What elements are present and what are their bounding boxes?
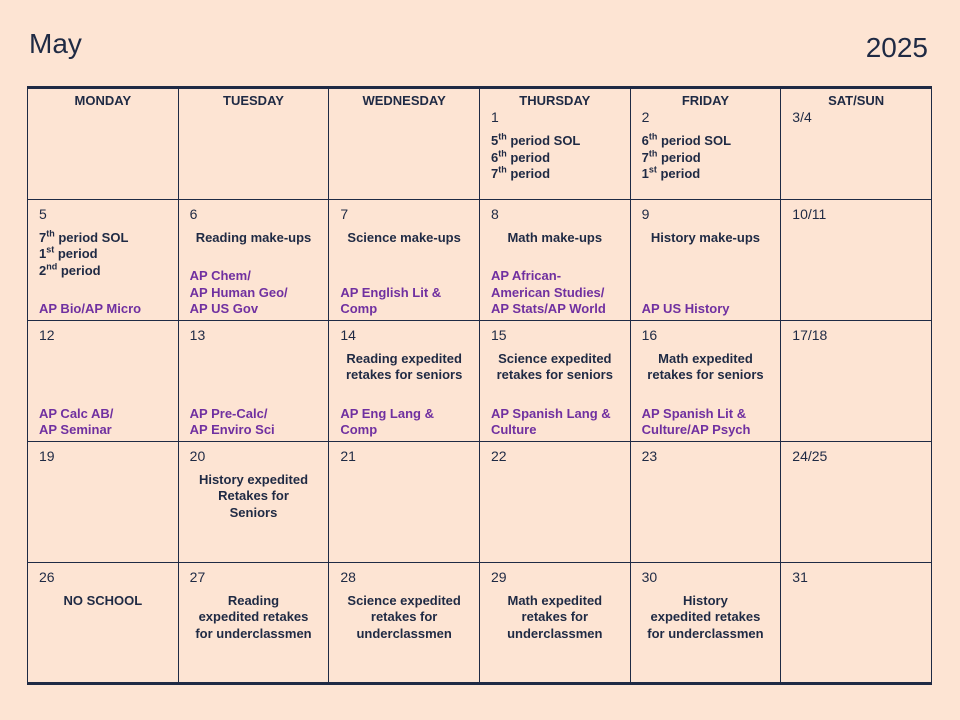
event-notes	[333, 351, 475, 384]
day-cell	[479, 199, 630, 320]
event-notes	[635, 351, 777, 384]
day-cell	[178, 562, 329, 683]
day-cell	[781, 320, 932, 441]
event-line: retakes for seniors	[647, 367, 764, 383]
day-cell	[178, 88, 329, 200]
day-header: THURSDAY	[519, 93, 591, 108]
event-notes	[491, 133, 624, 183]
ap-exams	[39, 406, 174, 439]
ap-exam-line: AP US History	[641, 301, 730, 317]
date-number: 15	[490, 326, 507, 343]
date-number: 1	[490, 109, 499, 125]
date-number: 10/11	[792, 205, 827, 222]
ap-exam-line: Culture	[490, 422, 537, 438]
day-cell	[329, 562, 480, 683]
event-line: retakes for	[370, 609, 438, 625]
ap-exams	[491, 268, 626, 318]
event-line: 6th period SOL	[641, 131, 732, 148]
date-number: 13	[189, 326, 206, 343]
day-cell	[630, 441, 781, 562]
ap-exam-line: AP Bio/AP Micro	[39, 301, 142, 317]
date-number: 6	[189, 205, 198, 222]
week-row	[28, 320, 932, 441]
event-notes	[183, 593, 325, 643]
week-row	[28, 88, 932, 200]
ap-exams	[491, 406, 626, 439]
event-line: Science expedited	[347, 592, 461, 608]
event-line: 7th period	[641, 148, 701, 165]
ap-exam-line: AP African-	[490, 268, 562, 284]
date-number: 31	[792, 568, 808, 585]
event-notes	[183, 472, 325, 522]
day-header: MONDAY	[74, 93, 132, 108]
day-cell	[781, 441, 932, 562]
day-header: SAT/SUN	[828, 93, 885, 108]
day-cell	[479, 320, 630, 441]
event-notes	[635, 593, 777, 643]
event-line: History make-ups	[650, 229, 760, 245]
event-line: 6th period	[490, 148, 551, 165]
ap-exam-line: AP English Lit &	[340, 284, 442, 300]
date-number: 12	[39, 326, 55, 343]
day-cell	[178, 441, 329, 562]
day-cell	[329, 320, 480, 441]
event-line: Reading	[227, 592, 280, 608]
event-line: 5th period SOL	[490, 131, 581, 148]
event-line: 2nd period	[39, 261, 101, 278]
date-number: 28	[340, 568, 356, 585]
event-notes	[39, 230, 172, 280]
ap-exam-line: AP Eng Lang &	[340, 405, 434, 421]
day-cell	[479, 441, 630, 562]
event-notes	[484, 230, 626, 247]
event-notes	[333, 593, 475, 643]
month-title: May	[29, 28, 82, 59]
ap-exam-line: AP Seminar	[39, 422, 112, 438]
ap-exams	[39, 301, 174, 318]
ap-exam-line: American Studies/	[490, 284, 605, 300]
event-notes	[484, 351, 626, 384]
date-number: 2	[641, 109, 650, 125]
event-line: 1st period	[641, 164, 701, 181]
date-number: 29	[490, 568, 507, 585]
date-number: 14	[340, 326, 356, 343]
date-number: 16	[641, 326, 658, 343]
event-line: Science expedited	[498, 350, 612, 366]
event-line: History expedited	[198, 471, 309, 487]
day-cell	[28, 88, 179, 200]
event-line: Science make-ups	[347, 229, 461, 245]
day-cell	[781, 88, 932, 200]
date-number: 27	[189, 568, 206, 585]
event-notes	[333, 230, 475, 247]
week-row	[28, 562, 932, 683]
event-line: expedited retakes	[198, 609, 309, 625]
ap-exam-line: Comp	[340, 422, 378, 438]
date-number: 8	[490, 205, 499, 222]
event-line: Math expedited	[658, 350, 753, 366]
ap-exam-line: AP Spanish Lit &	[641, 405, 747, 421]
date-number: 7	[340, 205, 349, 222]
event-line: underclassmen	[356, 625, 452, 641]
ap-exam-line: AP Human Geo/	[189, 284, 288, 300]
event-line: for underclassmen	[195, 625, 312, 641]
year-title: 2025	[865, 32, 928, 63]
date-number: 24/25	[792, 447, 828, 464]
event-line: Reading expedited	[346, 350, 462, 366]
ap-exam-line: AP US Gov	[189, 301, 259, 317]
event-line: underclassmen	[507, 625, 603, 641]
ap-exam-line: AP Enviro Sci	[189, 422, 275, 438]
ap-exams	[190, 406, 325, 439]
day-cell	[178, 320, 329, 441]
date-number: 30	[641, 568, 658, 585]
ap-exam-line: AP Stats/AP World	[490, 301, 606, 317]
date-number: 23	[641, 447, 658, 464]
ap-exam-line: AP Spanish Lang &	[490, 405, 611, 421]
event-line: for underclassmen	[647, 625, 764, 641]
day-cell	[28, 199, 179, 320]
date-number: 17/18	[792, 326, 828, 343]
event-notes	[183, 230, 325, 247]
event-notes	[32, 593, 174, 610]
day-cell	[630, 199, 781, 320]
day-cell	[479, 88, 630, 200]
ap-exam-line: Culture/AP Psych	[641, 422, 751, 438]
day-cell	[28, 320, 179, 441]
ap-exam-line: AP Pre-Calc/	[189, 405, 268, 421]
day-cell	[630, 562, 781, 683]
day-cell	[329, 88, 480, 200]
day-cell	[28, 562, 179, 683]
ap-exams	[190, 268, 325, 318]
event-line: Retakes for	[218, 488, 289, 504]
day-cell	[178, 199, 329, 320]
event-line: retakes for	[521, 609, 589, 625]
event-line: History	[683, 592, 728, 608]
day-cell	[630, 88, 781, 200]
event-line: retakes for seniors	[345, 367, 463, 383]
date-number: 5	[39, 205, 47, 222]
week-row	[28, 441, 932, 562]
day-cell	[28, 441, 179, 562]
day-cell	[781, 199, 932, 320]
date-number: 21	[340, 447, 356, 464]
date-number: 3/4	[792, 109, 812, 125]
event-line: 7th period	[490, 164, 551, 181]
day-header: WEDNESDAY	[362, 93, 446, 108]
day-header: TUESDAY	[223, 93, 284, 108]
day-cell	[479, 562, 630, 683]
day-cell	[329, 441, 480, 562]
ap-exam-line: Comp	[340, 301, 378, 317]
ap-exams	[642, 406, 777, 439]
day-cell	[329, 199, 480, 320]
ap-exams	[642, 301, 777, 318]
ap-exam-line: AP Calc AB/	[39, 405, 114, 421]
ap-exams	[340, 285, 475, 318]
event-line: 7th period SOL	[39, 228, 129, 245]
date-number: 22	[490, 447, 507, 464]
date-number: 9	[641, 205, 650, 222]
event-notes	[642, 133, 775, 183]
event-line: Reading make-ups	[195, 229, 312, 245]
day-cell	[630, 320, 781, 441]
event-line: retakes for seniors	[496, 367, 613, 383]
ap-exam-line: AP Chem/	[189, 268, 251, 284]
ap-exams	[340, 406, 475, 439]
event-line: expedited retakes	[650, 609, 761, 625]
event-notes	[635, 230, 777, 247]
event-line: NO SCHOOL	[63, 592, 143, 608]
week-row	[28, 199, 932, 320]
event-line: 1st period	[39, 245, 98, 262]
day-header: FRIDAY	[681, 93, 730, 108]
event-line: Math expedited	[507, 592, 603, 608]
event-notes	[484, 593, 626, 643]
date-number: 19	[39, 447, 55, 464]
event-line: Seniors	[229, 504, 278, 520]
day-cell	[781, 562, 932, 683]
date-number: 20	[189, 447, 206, 464]
date-number: 26	[39, 568, 55, 585]
calendar-grid	[27, 86, 932, 685]
event-line: Math make-ups	[507, 229, 603, 245]
